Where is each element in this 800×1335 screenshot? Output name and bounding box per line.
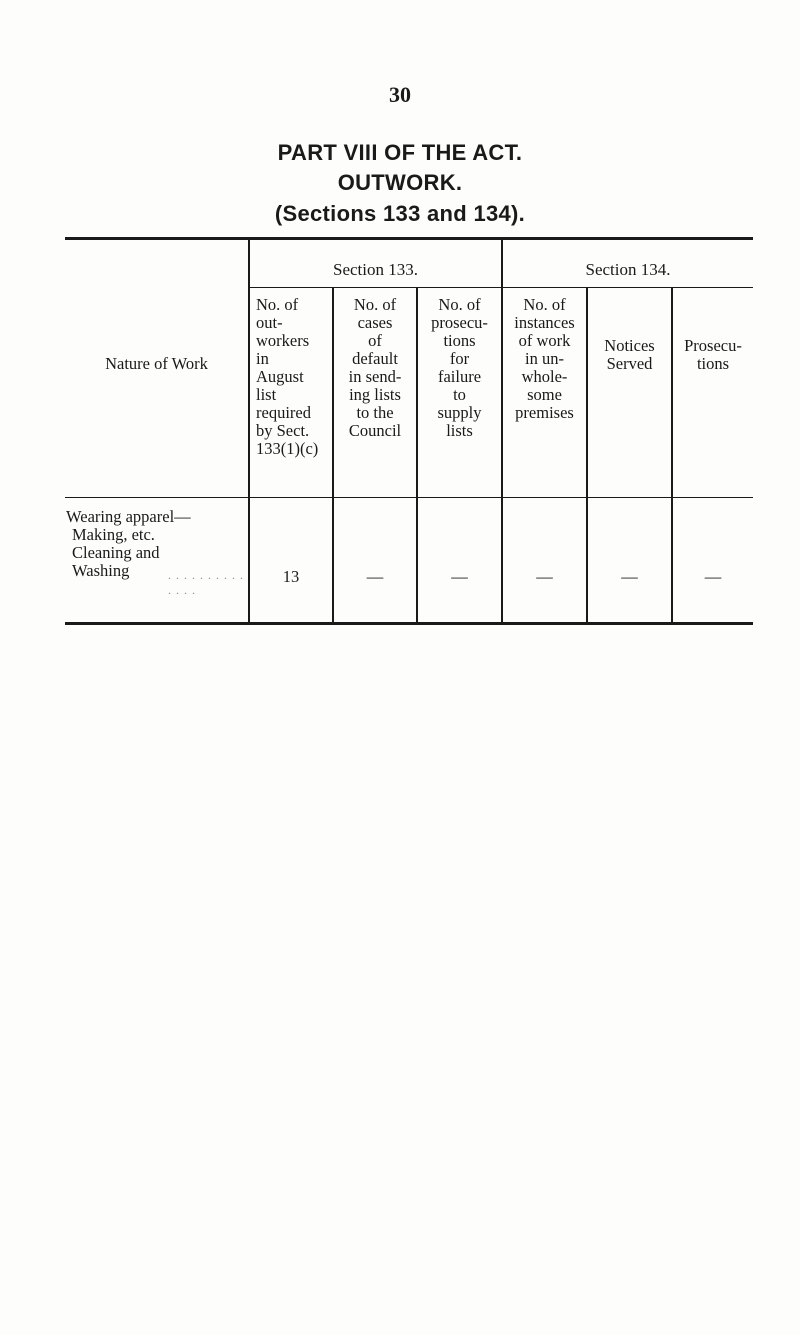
dot-leader: . . . . . . . . . . . . . . [168, 568, 244, 597]
column-header-unwholesome-premises: No. of instances of work in un- whole- some premises [514, 295, 575, 422]
table-cell: 13 [282, 567, 300, 586]
part-heading: PART VIII OF THE ACT. [277, 140, 523, 165]
table-cell: — [536, 567, 553, 586]
sections-heading: (Sections 133 and 134). [274, 201, 526, 226]
table-cell: — [704, 567, 722, 586]
column-header-default-cases: No. of cases of default in send- ing lists to the Council [348, 295, 402, 440]
section-133-header: Section 133. [333, 260, 418, 279]
table-cell: — [621, 567, 638, 586]
table-top-rule [65, 237, 753, 240]
header-body-divider [65, 497, 753, 498]
table-cell: — [451, 567, 468, 586]
table-cell: — [366, 567, 384, 586]
section-134-header: Section 134. [585, 260, 671, 279]
column-divider [248, 240, 250, 622]
table-bottom-rule [65, 622, 753, 625]
page-number: 30 [389, 82, 411, 107]
outwork-heading: OUTWORK. [337, 170, 463, 195]
nature-of-work-header: Nature of Work [105, 354, 208, 373]
column-header-outworkers: No. of out- workers in August list required by Sect. 133(1)(c) [256, 295, 319, 458]
table-row-label: Wearing apparel— Making, etc. Cleaning and Washing [66, 507, 191, 580]
column-header-notices-served: Notices Served [604, 336, 655, 373]
column-header-prosecutions-lists: No. of prosecu- tions for failure to supply lists [431, 295, 488, 440]
column-header-prosecutions: Prosecu- tions [684, 336, 742, 373]
